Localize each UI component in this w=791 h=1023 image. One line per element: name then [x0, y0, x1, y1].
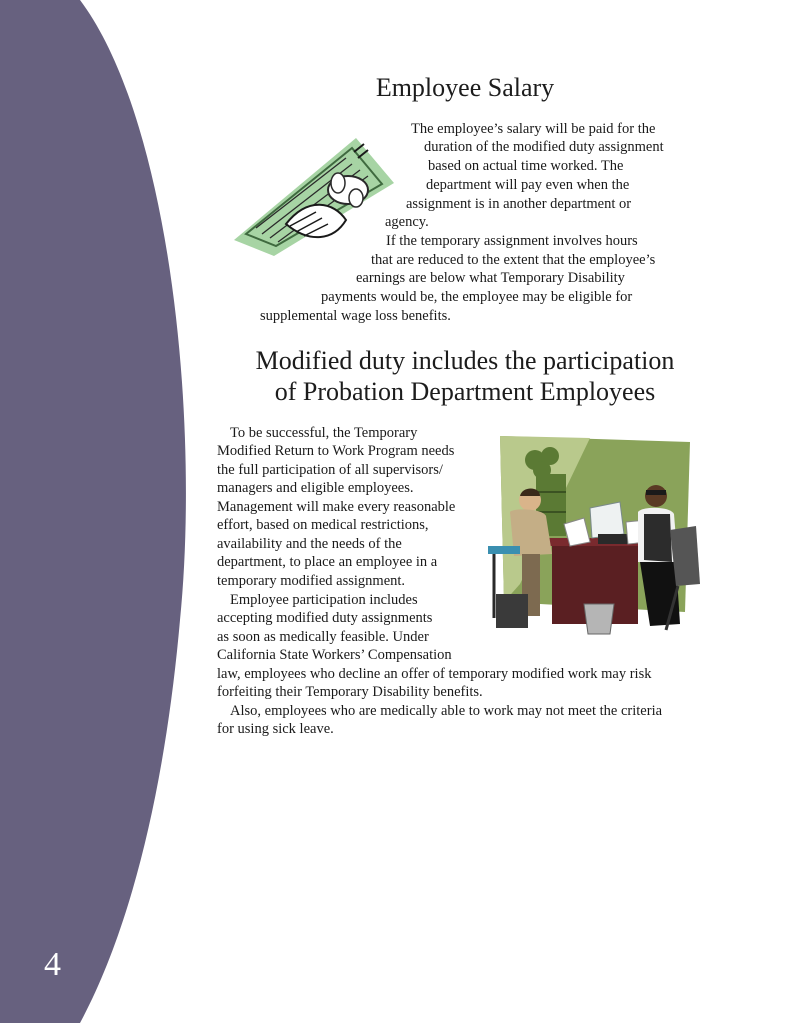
modified-line: law, employees who decline an offer of temporary modified work may risk	[217, 666, 652, 682]
modified-duty-heading	[200, 345, 730, 407]
modified-line: temporary modified assignment.	[217, 573, 406, 589]
modified-line: Also, employees who are medically able to work may not meet the criteria	[230, 703, 663, 719]
modified-line: for using sick leave.	[217, 721, 334, 737]
office-meeting-illustration	[480, 434, 710, 639]
modified-line: the full participation of all supervisors/	[217, 462, 443, 478]
side-band-decoration	[0, 0, 200, 1023]
salary-line: based on actual time worked. The	[428, 158, 624, 174]
modified-line: To be successful, the Temporary	[230, 425, 418, 441]
modified-line: as soon as medically feasible. Under	[217, 629, 429, 645]
salary-line: payments would be, the employee may be eligible for	[321, 289, 633, 305]
modified-heading-line1: Modified duty includes the participation	[255, 346, 675, 375]
salary-line: If the temporary assignment involves hours	[386, 233, 638, 249]
modified-heading-line2: of Probation Department Employees	[274, 377, 656, 406]
modified-line: accepting modified duty assignments	[217, 610, 433, 626]
page-number: 4	[44, 946, 61, 983]
salary-heading: Employee Salary	[375, 73, 555, 102]
modified-line: Management will make every reasonable	[217, 499, 456, 515]
salary-line: supplemental wage loss benefits.	[260, 308, 451, 324]
modified-line: California State Workers’ Compensation	[217, 647, 452, 663]
hand-money-icon	[226, 128, 396, 258]
modified-line: department, to place an employee in a	[217, 554, 438, 570]
modified-line: forfeiting their Temporary Disability benefits.	[217, 684, 483, 700]
modified-line: Employee participation includes	[230, 592, 418, 608]
salary-line: that are reduced to the extent that the employee’s	[371, 252, 656, 268]
salary-line: duration of the modified duty assignment	[424, 139, 664, 155]
modified-line: effort, based on medical restrictions,	[217, 517, 429, 533]
salary-line: The employee’s salary will be paid for the	[411, 121, 656, 137]
salary-line: earnings are below what Temporary Disability	[356, 270, 625, 286]
modified-line: Modified Return to Work Program needs	[217, 443, 455, 459]
salary-line: department will pay even when the	[426, 177, 630, 193]
salary-line: assignment is in another department or	[406, 196, 632, 212]
modified-line: availability and the needs of the	[217, 536, 402, 552]
modified-line: managers and eligible employees.	[217, 480, 414, 496]
salary-line: agency.	[385, 214, 429, 230]
